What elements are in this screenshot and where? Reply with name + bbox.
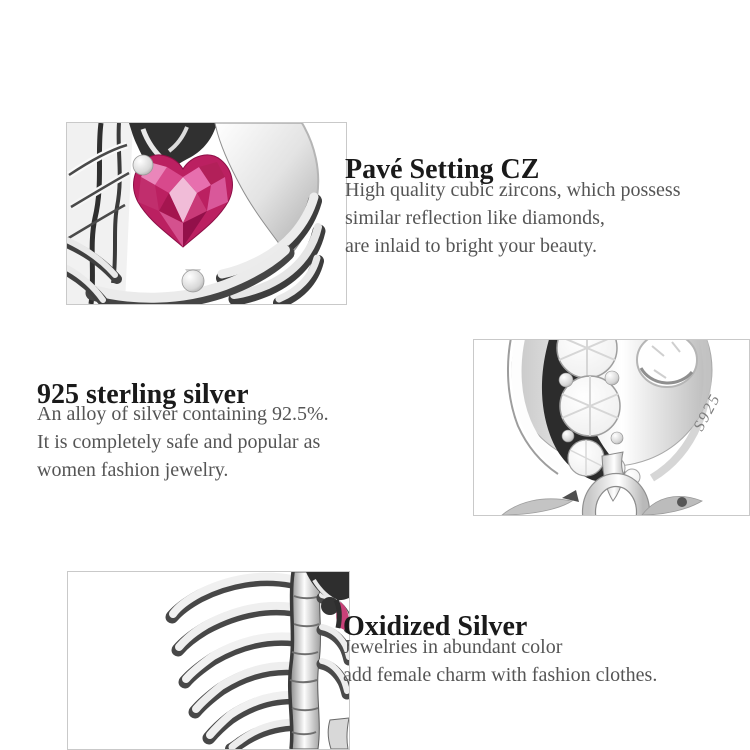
s925-engraving-text: S925 [690,390,725,434]
sterling-silver-heading: 925 sterling silver [37,379,249,411]
description-line: An alloy of silver containing 92.5%. [37,403,329,425]
spine [290,572,321,749]
bail-hole [637,340,697,387]
charm-front-illustration [67,123,346,304]
description-line: women fashion jewelry. [37,459,229,481]
description-line: similar reflection like diamonds, [345,207,605,229]
charm-front-photo [66,122,347,305]
description-line: Jewelries in abundant color [343,636,563,658]
description-line: add female charm with fashion clothes. [343,664,658,686]
charm-back-photo [67,571,350,750]
charm-back-illustration [68,572,349,749]
description-line: are inlaid to bright your beauty. [345,235,597,257]
description-line: It is completely safe and popular as [37,431,321,453]
pave-setting-description [345,176,681,260]
description-line: High quality cubic zircons, which possess [345,179,681,201]
prong-ball-top [133,155,153,175]
charm-bail-illustration [474,340,749,515]
charm-bail-photo [473,339,750,516]
oxidized-silver-description [343,633,657,689]
oxidized-silver-heading: Oxidized Silver [343,611,528,643]
prong-ball-bottom [182,270,204,292]
bottom-right-bone [328,718,349,749]
sterling-silver-description [37,400,329,484]
pave-setting-heading: Pavé Setting CZ [345,154,540,186]
